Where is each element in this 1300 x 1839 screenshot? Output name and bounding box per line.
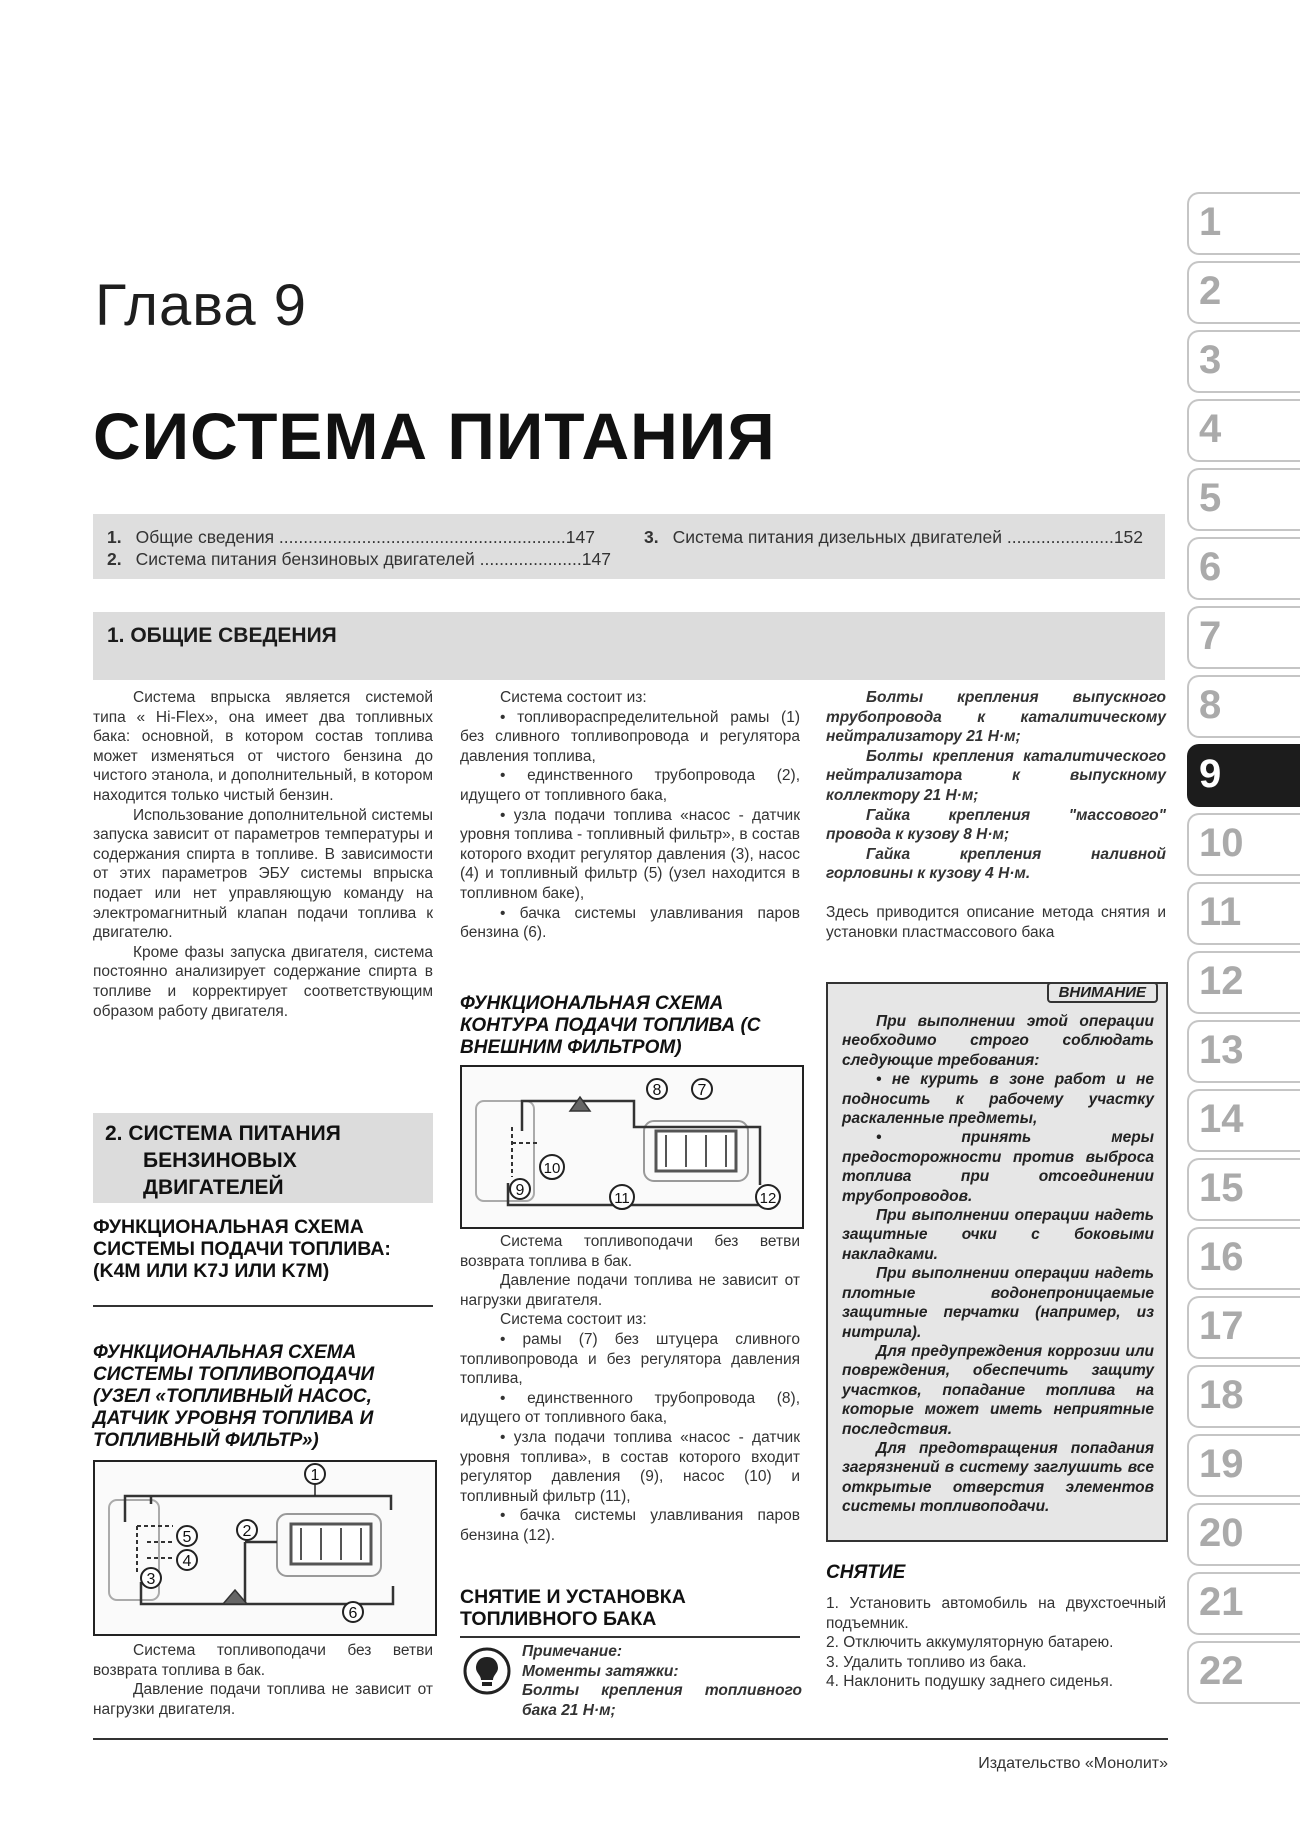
paragraph: Кроме фазы запуска двигателя, система постоянно анализирует содержание спирта в топливе и корректирует соответствующим образом работу двигателя. bbox=[93, 943, 433, 1020]
divider bbox=[93, 1305, 433, 1307]
callout-8: 8 bbox=[652, 1082, 662, 1099]
column-1-bottom bbox=[93, 1641, 433, 1719]
callout-11: 11 bbox=[614, 1190, 630, 1207]
paragraph: Система топливоподачи без ветви возврата топлива в бак. bbox=[460, 1233, 800, 1270]
chapter-tab[interactable]: 4 bbox=[1187, 399, 1300, 462]
divider bbox=[460, 1636, 800, 1638]
section-heading: 2. СИСТЕМА ПИТАНИЯ БЕНЗИНОВЫХ ДВИГАТЕЛЕЙ bbox=[93, 1113, 433, 1203]
list-item: • узла подачи топлива «насос - датчик уровня топлива - топливный фильтр», в состав которого входит регулятор давления (3), насос (4) и топливный фильтр (5) (узел находится в топливном баке), bbox=[460, 806, 800, 902]
list-item: • топливораспределительной рамы (1) без сливного топливопровода и регулятора давления топлива, bbox=[460, 708, 800, 765]
footer-divider bbox=[93, 1738, 1168, 1740]
callout-10: 10 bbox=[543, 1160, 561, 1177]
chapter-tab[interactable]: 15 bbox=[1187, 1158, 1300, 1221]
chapter-tab[interactable]: 13 bbox=[1187, 1020, 1300, 1083]
paragraph: Давление подачи топлива не зависит от нагрузки двигателя. bbox=[460, 1272, 800, 1309]
callout-1: 1 bbox=[310, 1467, 320, 1484]
chapter-tab[interactable]: 20 bbox=[1187, 1503, 1300, 1566]
chapter-tab[interactable]: 16 bbox=[1187, 1227, 1300, 1290]
paragraph: Система состоит из: bbox=[500, 1311, 647, 1329]
chapter-tab[interactable]: 19 bbox=[1187, 1434, 1300, 1497]
note-icon bbox=[463, 1647, 511, 1695]
list-item: 4. Наклонить подушку заднего сиденья. bbox=[826, 1673, 1114, 1691]
callout-3: 3 bbox=[146, 1571, 156, 1588]
chapter-tab[interactable]: 10 bbox=[1187, 813, 1300, 876]
note: Примечание: Моменты затяжки: Болты крепления топливного бака 21 Н·м; bbox=[522, 1643, 802, 1719]
callout-4: 4 bbox=[182, 1553, 192, 1570]
section-heading: 1. ОБЩИЕ СВЕДЕНИЯ bbox=[93, 612, 1165, 680]
toc-item[interactable]: 3. Система питания дизельных двигателей ......................152 bbox=[644, 527, 1144, 547]
subsection-heading: ФУНКЦИОНАЛЬНАЯ СХЕМА СИСТЕМЫ ТОПЛИВОПОДАЧИ (УЗЕЛ «ТОПЛИВНЫЙ НАСОС, ДАТЧИК УРОВНЯ ТОПЛИВА И ТОПЛИВНЫЙ ФИЛЬТР») bbox=[93, 1342, 375, 1451]
chapter-tab[interactable]: 11 bbox=[1187, 882, 1300, 945]
chapter-tab[interactable]: 5 bbox=[1187, 468, 1300, 531]
paragraph: Использование дополнительной системы запуска зависит от параметров температуры и содержания спирта в топливе. В зависимости от этих параметров ЭБУ системы впрыска подает или нет управляющую команду на электромагнитный клапан подачи топлива к двигателю. bbox=[93, 806, 433, 942]
paragraph: Система топливоподачи без ветви возврата топлива в бак. bbox=[93, 1642, 433, 1679]
list-item: Гайка крепления наливной горловины к кузову 4 Н·м. bbox=[826, 845, 1166, 883]
chapter-label: Глава 9 bbox=[95, 273, 308, 338]
chapter-tab[interactable]: 6 bbox=[1187, 537, 1300, 600]
removal-steps bbox=[826, 1594, 1166, 1692]
paragraph: Давление подачи топлива не зависит от нагрузки двигателя. bbox=[93, 1681, 433, 1718]
list-item: 2. Отключить аккумуляторную батарею. bbox=[826, 1634, 1114, 1652]
callout-7: 7 bbox=[697, 1082, 707, 1099]
column-2 bbox=[460, 688, 800, 943]
fuel-circuit-diagram bbox=[460, 1065, 804, 1229]
chapter-tab[interactable]: 8 bbox=[1187, 675, 1300, 738]
list-item: 1. Установить автомобиль на двухстоечный подъемник. bbox=[826, 1595, 1166, 1632]
toc-item[interactable]: 2. Система питания бензиновых двигателей .....................147 bbox=[107, 549, 611, 569]
callout-12: 12 bbox=[759, 1190, 777, 1207]
page-title: СИСТЕМА ПИТАНИЯ bbox=[93, 399, 776, 473]
publisher: Издательство «Монолит» bbox=[978, 1755, 1168, 1772]
callout-6: 6 bbox=[348, 1605, 358, 1622]
callout-5: 5 bbox=[182, 1529, 192, 1546]
subsection-heading: СНЯТИЕ bbox=[826, 1562, 906, 1583]
list-item: • рамы (7) без штуцера сливного топливопровода и без регулятора давления топлива, bbox=[460, 1330, 800, 1388]
table-of-contents bbox=[93, 514, 1165, 579]
paragraph: Здесь приводится описание метода снятия и установки пластмассового бака bbox=[826, 904, 1166, 941]
chapter-tab[interactable]: 3 bbox=[1187, 330, 1300, 393]
list-item: • единственного трубопровода (2), идущего от топливного бака, bbox=[460, 767, 800, 804]
warning-label: ВНИМАНИЕ bbox=[1047, 982, 1158, 1003]
chapter-tab[interactable]: 17 bbox=[1187, 1296, 1300, 1359]
torque-list bbox=[826, 688, 1166, 884]
chapter-tab[interactable]: 1 bbox=[1187, 192, 1300, 255]
chapter-tab[interactable]: 21 bbox=[1187, 1572, 1300, 1635]
chapter-tab[interactable]: 7 bbox=[1187, 606, 1300, 669]
subsection-heading: ФУНКЦИОНАЛЬНАЯ СХЕМА СИСТЕМЫ ПОДАЧИ ТОПЛИВА: (K4M ИЛИ K7J ИЛИ K7M) bbox=[93, 1216, 391, 1282]
callout-9: 9 bbox=[515, 1182, 525, 1199]
list-item: Болты крепления каталитического нейтрализатора к выпускному коллектору 21 Н·м; bbox=[826, 747, 1166, 804]
list-item: 3. Удалить топливо из бака. bbox=[826, 1653, 1027, 1671]
chapter-tab-active[interactable]: 9 bbox=[1187, 744, 1300, 807]
chapter-tab[interactable]: 2 bbox=[1187, 261, 1300, 324]
subsection-heading: СНЯТИЕ И УСТАНОВКА ТОПЛИВНОГО БАКА bbox=[460, 1586, 686, 1630]
column-1 bbox=[93, 688, 433, 1021]
chapter-tab[interactable]: 14 bbox=[1187, 1089, 1300, 1152]
list-item: • бачка системы улавливания паров бензина (12). bbox=[460, 1507, 800, 1544]
warning-box: ВНИМАНИЕ При выполнении этой операции необходимо строго соблюдать следующие требования: • не курить в зоне работ и не подносить к рабочему участку раскаленные предметы, • принять меры предосторожности против выброса топлива при отсоединении трубопроводов. При выполнении операции надеть защитные очки с боковыми накладками. При выполнении операции надеть плотные водонепроницаемые защитные перчатки (например, из нитрила). Для предупреждения коррозии или повреждения, обеспечить защиту участков, попадание топлива на которые может иметь неприятные последствия. Для предотвращения попадания загрязнений в систему заглушить все открытые отверстия элементов системы топливоподачи. bbox=[826, 982, 1168, 1542]
list-item: • единственного трубопровода (8), идущего от топливного бака, bbox=[460, 1389, 800, 1427]
fuel-system-diagram bbox=[93, 1460, 437, 1636]
list-item: • узла подачи топлива «насос - датчик уровня топлива», в состав которого входит регулятор давления (9), насос (10) и топливный фильтр (11), bbox=[460, 1428, 800, 1505]
paragraph: Система состоит из: bbox=[500, 689, 647, 706]
list-item: Гайка крепления "массового" провода к кузову 8 Н·м; bbox=[826, 806, 1166, 844]
chapter-tab[interactable]: 18 bbox=[1187, 1365, 1300, 1428]
subsection-heading: ФУНКЦИОНАЛЬНАЯ СХЕМА КОНТУРА ПОДАЧИ ТОПЛИВА (С ВНЕШНИМ ФИЛЬТРОМ) bbox=[460, 993, 761, 1058]
toc-item[interactable]: 1. Общие сведения ...........................................................147 bbox=[107, 527, 595, 547]
paragraph: Система впрыска является системой типа « Hi-Flex», она имеет два топливных бака: основной, в котором состав топлива может изменяться от чистого бензина до чистого этанола, и дополнительный, в котором находится только чистый бензин. bbox=[93, 689, 433, 804]
chapter-tab[interactable]: 12 bbox=[1187, 951, 1300, 1014]
column-2-bottom bbox=[460, 1232, 800, 1546]
list-item: • бачка системы улавливания паров бензина (6). bbox=[460, 904, 800, 942]
chapter-tab[interactable]: 22 bbox=[1187, 1641, 1300, 1704]
list-item: Болты крепления выпускного трубопровода к каталитическому нейтрализатору 21 Н·м; bbox=[826, 689, 1166, 746]
callout-2: 2 bbox=[242, 1523, 252, 1540]
